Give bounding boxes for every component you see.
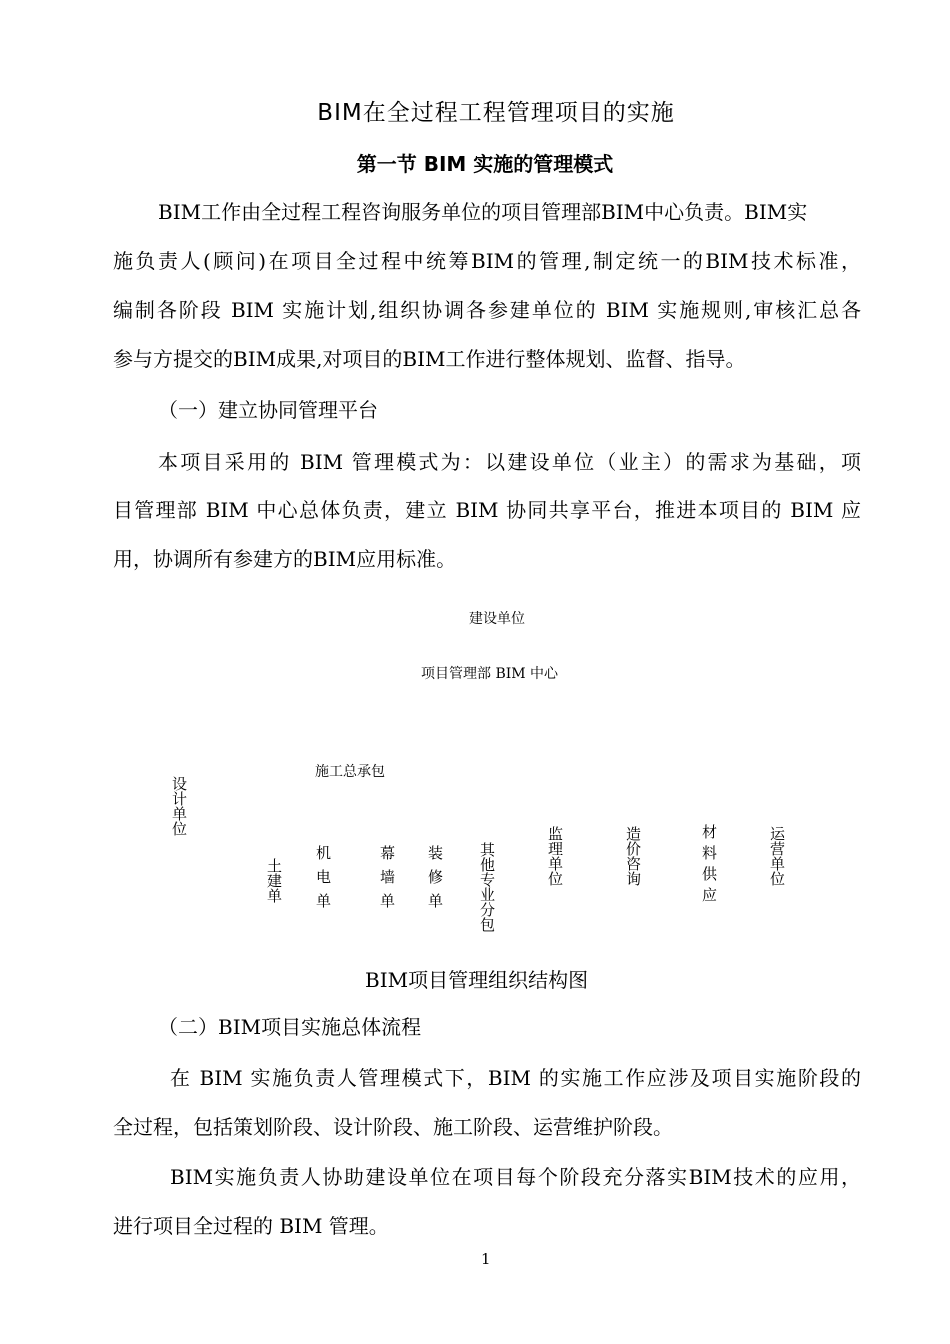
heading-collab-platform: （一）建立协同管理平台 (158, 398, 378, 422)
org-node-decoration: 装修单 (426, 845, 444, 917)
org-chart-caption: BIM项目管理组织结构图 (365, 968, 589, 992)
org-node-operation-unit: 运营单位 (768, 826, 786, 886)
para1-line3: 编制各阶段 BIM 实施计划,组织协调各参建单位的 BIM 实施规则,审核汇总各 (113, 298, 861, 322)
org-node-other-subcontract: 其他专业分包 (478, 842, 496, 932)
para2-line1: 本项目采用的 BIM 管理模式为：以建设单位（业主）的需求为基础，项 (158, 450, 861, 474)
para2-line2: 目管理部 BIM 中心总体负责，建立 BIM 协同共享平台，推进本项目的 BIM 应 (113, 498, 861, 522)
org-node-curtain-wall: 幕墙单 (378, 845, 396, 917)
para4-line2: 进行项目全过程的 BIM 管理。 (113, 1214, 389, 1238)
para1-line1: BIM工作由全过程工程咨询服务单位的项目管理部BIM中心负责。BIM实 (158, 200, 808, 224)
para3-line1: 在 BIM 实施负责人管理模式下，BIM 的实施工作应涉及项目实施阶段的 (170, 1066, 861, 1090)
para1-line4: 参与方提交的BIM成果,对项目的BIM工作进行整体规划、监督、指导。 (113, 347, 746, 371)
org-node-material-supply: 材料供应 (700, 824, 718, 908)
org-node-civil: 土建单 (265, 858, 283, 903)
para4-line1: BIM实施负责人协助建设单位在项目每个阶段充分落实BIM技术的应用， (170, 1165, 861, 1189)
para3-line2: 全过程，包括策划阶段、设计阶段、施工阶段、运营维护阶段。 (113, 1115, 673, 1139)
org-node-mep: 机电单 (314, 845, 332, 917)
org-node-cost-consulting: 造价咨询 (624, 826, 642, 886)
para2-line3: 用，协调所有参建方的BIM应用标准。 (113, 547, 457, 571)
para1-line2: 施负责人(顾问)在项目全过程中统筹BIM的管理,制定统一的BIM技术标准， (113, 249, 861, 273)
section-heading: 第一节 BIM 实施的管理模式 (356, 152, 614, 176)
org-node-supervision: 监理单位 (546, 826, 564, 886)
org-node-general-contractor: 施工总承包 (315, 764, 385, 780)
org-node-construction-unit: 建设单位 (469, 611, 525, 627)
heading-implementation-flow: （二）BIM项目实施总体流程 (158, 1015, 422, 1039)
document-title: BIM在全过程工程管理项目的实施 (317, 100, 675, 126)
org-node-design-unit: 设计单位 (170, 776, 188, 836)
page-number: 1 (481, 1250, 491, 1268)
org-node-bim-center: 项目管理部 BIM 中心 (421, 666, 559, 682)
